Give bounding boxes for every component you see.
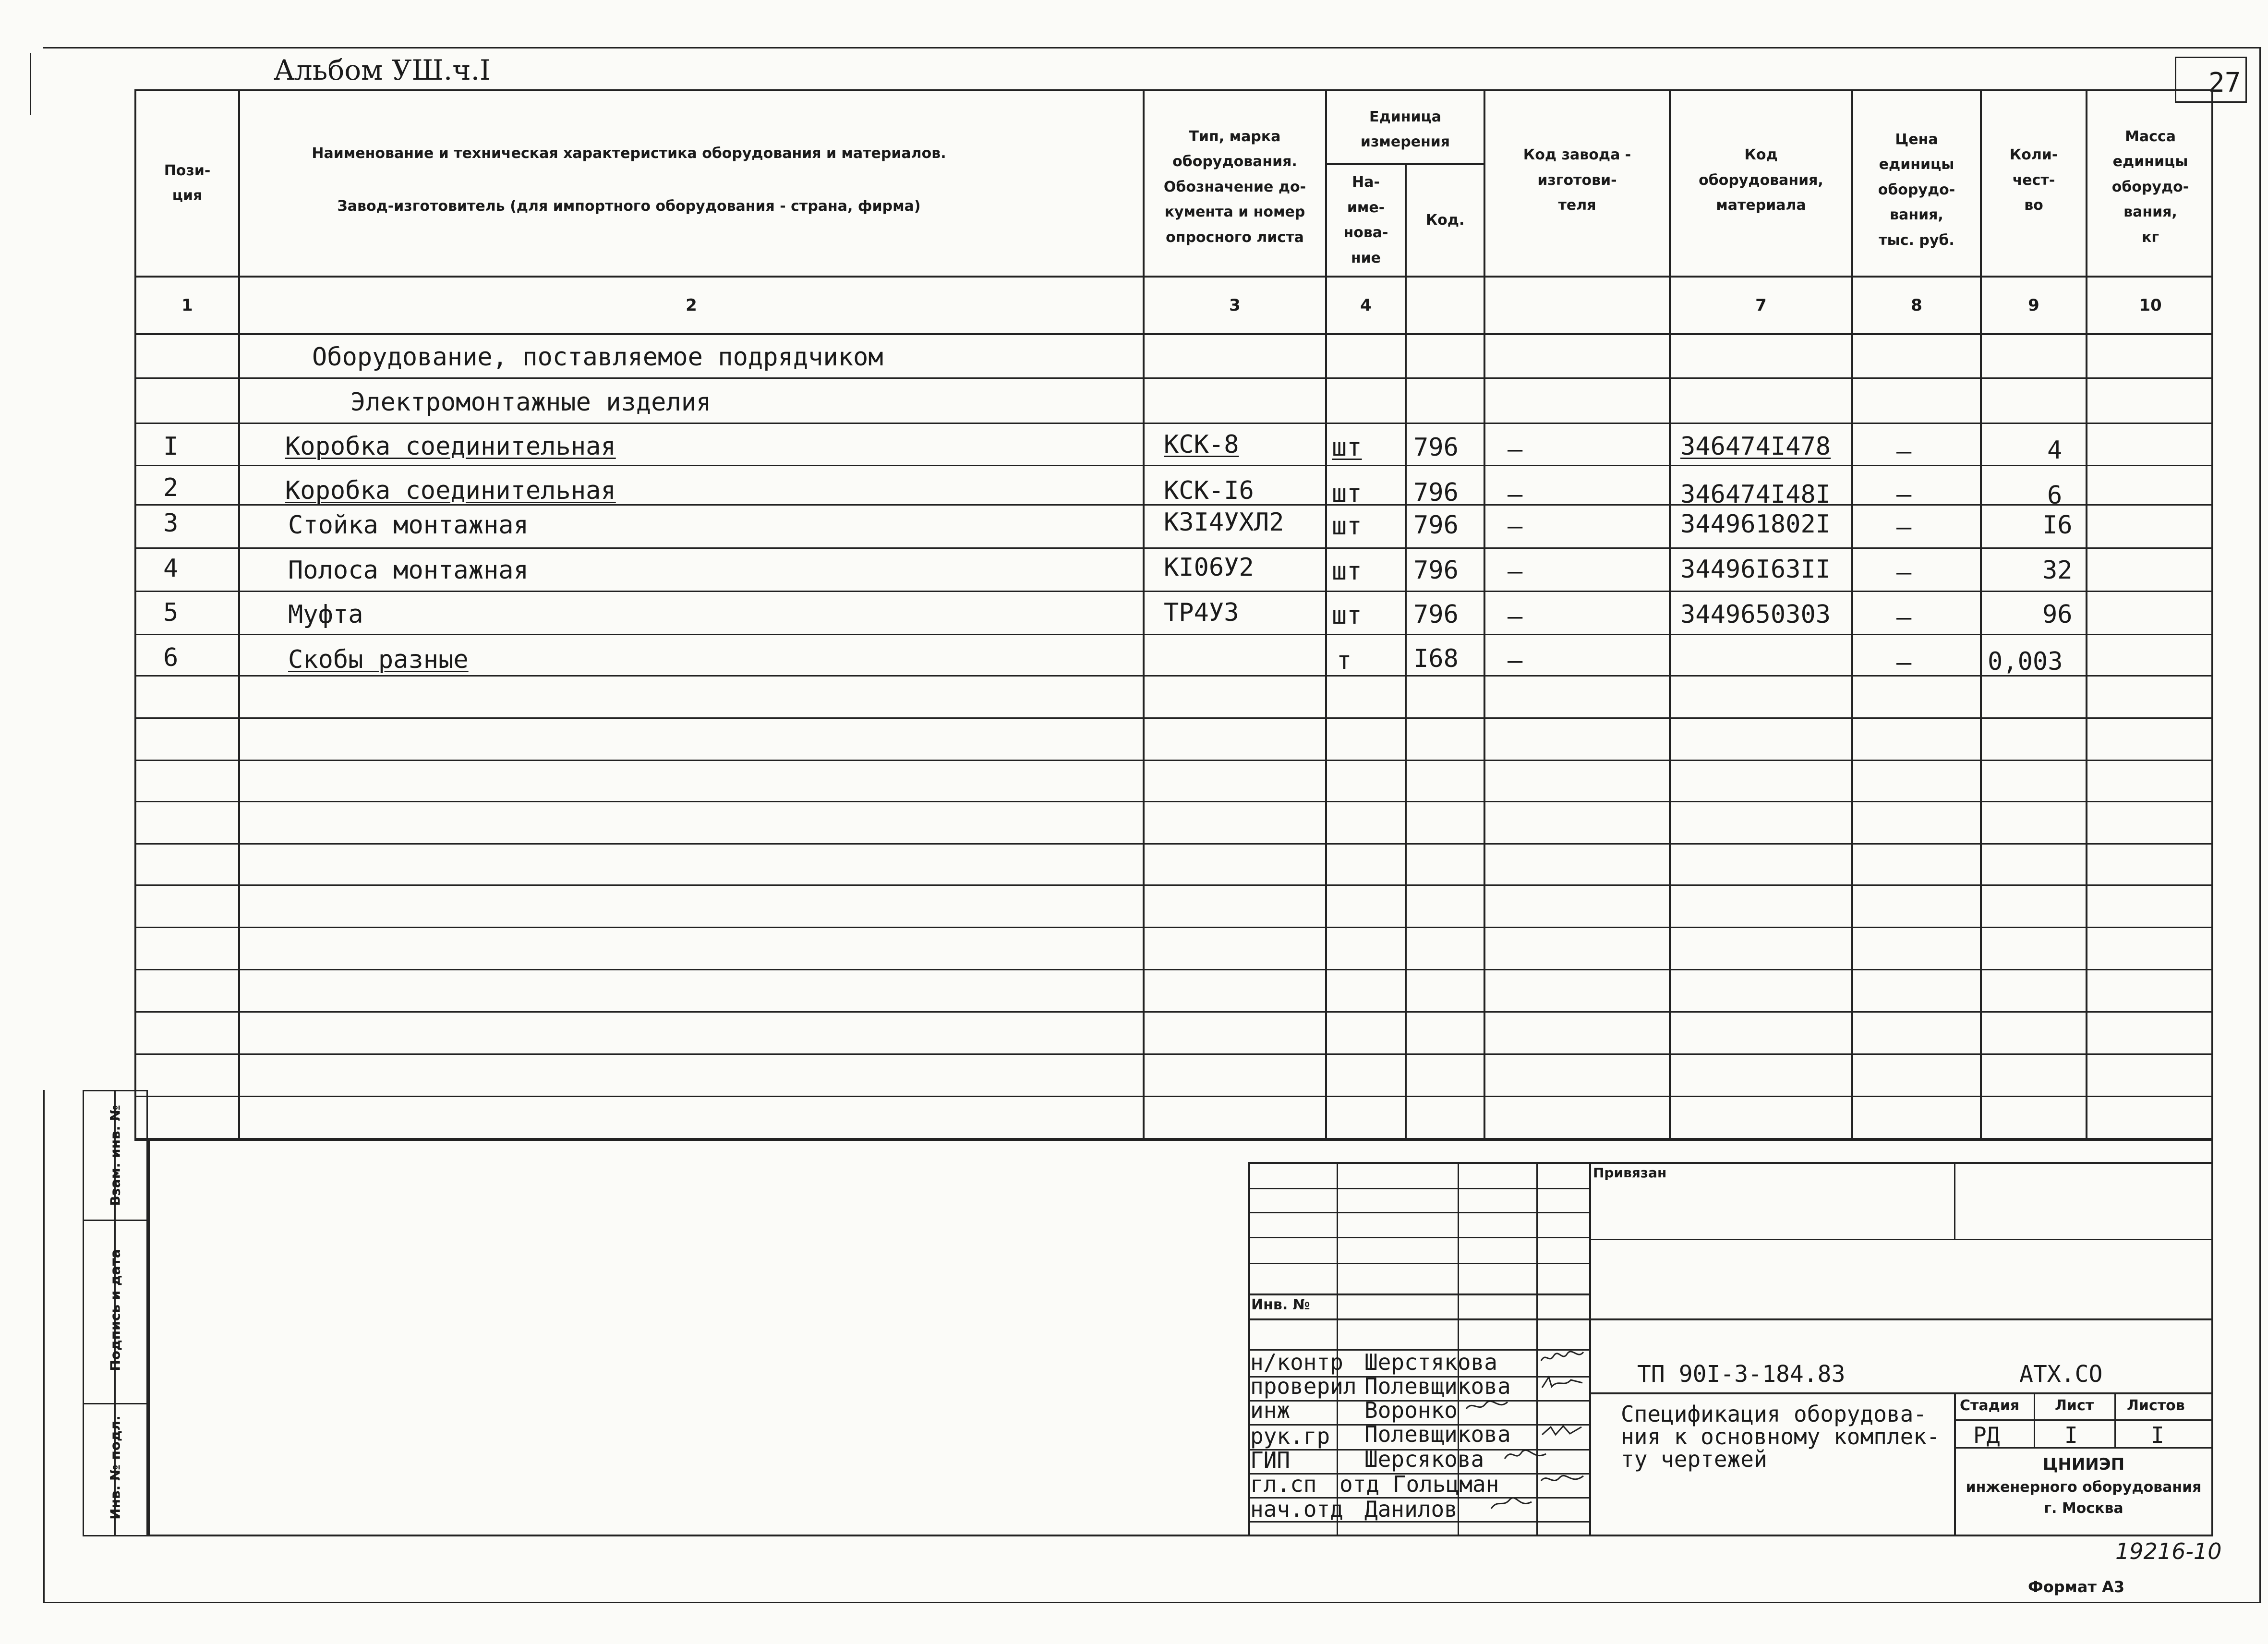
row-unit: т	[1337, 646, 1352, 675]
row-unit: шт	[1332, 433, 1362, 462]
tb-role: н/контр	[1250, 1349, 1343, 1375]
row-unit-code: I68	[1413, 644, 1459, 673]
row-line	[134, 547, 2213, 549]
row-equipment-code: 344961802I	[1680, 510, 1831, 539]
row-position: 6	[163, 643, 179, 672]
tb-stage: РД	[1973, 1422, 2000, 1448]
margin-tick	[30, 53, 31, 115]
tb-role: гл.сп	[1250, 1471, 1317, 1497]
col-num-3: 3	[1229, 296, 1241, 315]
col-num-10: 10	[2139, 296, 2162, 315]
row-line	[134, 801, 2213, 802]
tb-row	[1248, 1318, 1589, 1320]
row-quantity: 6	[2047, 481, 2063, 510]
row-factory-code: –	[1508, 480, 1523, 509]
tb-right-col	[2114, 1392, 2116, 1447]
row-factory-code: –	[1508, 646, 1523, 675]
row-line	[134, 969, 2213, 970]
tb-stage-label: Стадия	[1960, 1397, 2020, 1414]
row-position: 4	[163, 554, 179, 583]
row-type: КI06У2	[1164, 553, 1254, 582]
row-quantity: 0,003	[1988, 647, 2063, 676]
side-stamp-inv-orig: Инв. № подл.	[107, 1415, 123, 1520]
tb-row	[1248, 1188, 1589, 1189]
row-line	[134, 1053, 2213, 1055]
tb-signatory: Данилов	[1364, 1496, 1458, 1522]
col-num-5	[1407, 278, 1484, 333]
row-line	[134, 1138, 2213, 1139]
outer-frame-left	[43, 1090, 45, 1603]
tb-sheet: I	[2064, 1422, 2078, 1448]
row-unit-code: 796	[1413, 511, 1459, 540]
row-name: Полоса монтажная	[288, 556, 529, 585]
tb-row	[1248, 1263, 1589, 1264]
row-position: 5	[163, 598, 179, 627]
row-line	[134, 927, 2213, 928]
col-num-9: 9	[2028, 296, 2039, 315]
tb-role: ГИП	[1250, 1447, 1291, 1473]
row-line	[134, 377, 2213, 379]
header-type: Тип, марка оборудования. Обозначение до- кумента и номер опросного листа	[1163, 128, 1306, 246]
row-position: 2	[163, 473, 179, 502]
outer-frame-top	[43, 47, 2261, 48]
row-price: –	[1896, 513, 1912, 542]
tb-role: рук.гр	[1250, 1423, 1330, 1449]
tb-sheets-label: Листов	[2127, 1397, 2185, 1414]
tb-col-main	[1589, 1162, 1591, 1536]
row-factory-code: –	[1508, 557, 1523, 586]
side-stamp-sign-date: Подпись и дата	[107, 1249, 123, 1371]
row-equipment-code: 3449650303	[1680, 600, 1831, 629]
tb-sheet-code: АТХ.СО	[2019, 1361, 2103, 1388]
tb-signatory: Полевщикова	[1364, 1421, 1511, 1447]
row-name: Муфта	[288, 600, 363, 629]
tb-sheet-label: Лист	[2055, 1397, 2094, 1414]
row-factory-code: –	[1508, 435, 1523, 464]
row-name: Коробка соединительная	[285, 432, 616, 461]
row-name: Коробка соединительная	[285, 476, 616, 505]
row-type: КСК-8	[1164, 430, 1239, 459]
row-line	[134, 423, 2213, 424]
row-line	[134, 634, 2213, 635]
tb-right-col	[2034, 1392, 2035, 1447]
row-price: –	[1896, 480, 1912, 509]
row-line	[134, 884, 2213, 886]
outer-frame-bottom	[43, 1602, 2261, 1603]
row-position: 3	[163, 509, 179, 538]
row-type: КСК-I6	[1164, 476, 1254, 505]
signature-scribble	[1464, 1398, 1510, 1414]
row-factory-code: –	[1508, 512, 1523, 541]
header-unit-group: Единица измерения	[1360, 108, 1450, 150]
tb-right-row	[1589, 1318, 2213, 1320]
side-stamp-line	[83, 1220, 148, 1221]
row-factory-code: –	[1508, 602, 1523, 631]
row-unit-code: 796	[1413, 556, 1459, 585]
tb-row	[1248, 1237, 1589, 1238]
row-line	[134, 760, 2213, 761]
row-unit: шт	[1332, 479, 1362, 508]
signature-scribble	[1503, 1446, 1548, 1463]
header-name-line2: Завод-изготовитель (для импортного оборудования - страна, фирма)	[337, 197, 921, 215]
col-num-8: 8	[1911, 296, 1922, 315]
row-equipment-code: 34496I63II	[1680, 555, 1831, 584]
row-unit-code: 796	[1413, 600, 1459, 629]
row-line	[134, 1011, 2213, 1013]
album-label: Альбом УШ.ч.I	[274, 54, 491, 86]
row-quantity: I6	[2042, 511, 2073, 540]
tb-signatory: отд Гольцман	[1339, 1471, 1499, 1497]
row-price: –	[1896, 648, 1912, 677]
col-line-1	[238, 89, 240, 1141]
tb-role: инж	[1250, 1397, 1291, 1423]
tb-role: проверил	[1250, 1373, 1357, 1399]
row-unit-code: 796	[1413, 433, 1459, 462]
row-name: Скобы разные	[288, 645, 469, 674]
signature-scribble	[1488, 1495, 1534, 1511]
col-num-4: 4	[1360, 296, 1372, 315]
tb-org-name: ЦНИИЭП	[2042, 1455, 2125, 1474]
tb-inv-label: Инв. №	[1251, 1296, 1310, 1313]
tb-doc-title: Спецификация оборудова- ния к основному комплек- ту чертежей	[1621, 1401, 1940, 1472]
format-label: Формат А3	[2028, 1578, 2125, 1596]
row-name: Стойка монтажная	[288, 511, 529, 540]
row-position: I	[163, 432, 179, 461]
row-line	[134, 717, 2213, 719]
outer-frame-right	[2259, 47, 2261, 1603]
signature-scribble	[1539, 1422, 1585, 1438]
side-stamp-inv-no: Взам. инв. №	[107, 1105, 123, 1206]
col-num-7: 7	[1755, 296, 1767, 315]
row-line	[134, 843, 2213, 845]
tb-signatory: Шерсякова	[1364, 1446, 1484, 1472]
row-price: –	[1896, 437, 1912, 466]
page-number: 27	[2208, 67, 2241, 98]
tb-right-col	[1954, 1162, 1955, 1239]
header-unit-code: Код.	[1425, 211, 1465, 229]
signature-scribble	[1539, 1374, 1585, 1390]
row-quantity: 32	[2042, 556, 2073, 585]
tb-role: нач.отд	[1250, 1496, 1343, 1522]
row-equipment-code: 346474I478	[1680, 432, 1831, 461]
tb-right-row	[1589, 1392, 2213, 1394]
header-quantity: Коли- чест- во	[2009, 146, 2058, 214]
tb-signatory: Шерстякова	[1364, 1349, 1497, 1375]
signature-scribble	[1539, 1349, 1585, 1366]
tb-org-line3: г. Москва	[2044, 1500, 2123, 1517]
row-quantity: 4	[2047, 436, 2063, 465]
header-name-line1: Наименование и техническая характеристика оборудования и материалов.	[312, 145, 946, 162]
signature-scribble	[1539, 1471, 1585, 1487]
tb-bound-label: Привязан	[1593, 1165, 1667, 1181]
section-title: Оборудование, поставляемое подрядчиком	[312, 343, 883, 372]
header-position: Пози- ция	[164, 162, 211, 204]
tb-right-row	[1589, 1239, 2213, 1240]
row-line	[134, 591, 2213, 592]
tb-right-row	[1954, 1419, 2213, 1421]
subsection-title: Электромонтажные изделия	[350, 388, 712, 417]
header-equipment-code: Код оборудования, материала	[1699, 146, 1823, 214]
row-unit: шт	[1332, 601, 1362, 630]
tb-signatory: Полевщикова	[1364, 1373, 1511, 1399]
row-unit-code: 796	[1413, 478, 1459, 507]
number-row-bottom-line	[134, 333, 2213, 335]
sheet-left-line	[148, 1141, 150, 1536]
tb-signatory: Воронко	[1364, 1397, 1458, 1423]
tb-doc-code: ТП 90I-3-184.83	[1637, 1361, 1846, 1388]
header-mass: Масса единицы оборудо- вания, кг	[2111, 128, 2189, 246]
row-line	[134, 1096, 2213, 1097]
header-factory-code: Код завода - изготови- теля	[1523, 146, 1631, 214]
col-num-2: 2	[686, 296, 697, 315]
row-price: –	[1896, 603, 1912, 632]
header-unit-name: На- име- нова- ние	[1343, 174, 1388, 266]
header-price: Цена единицы оборудо- вания, тыс. руб.	[1878, 131, 1955, 249]
row-unit: шт	[1332, 557, 1362, 586]
row-type: К3I4УХЛ2	[1164, 508, 1284, 537]
row-equipment-code: 346474I48I	[1680, 480, 1831, 509]
col-num-6	[1485, 278, 1669, 333]
tb-sheets: I	[2151, 1422, 2164, 1448]
row-unit: шт	[1332, 512, 1362, 541]
row-type: ТР4У3	[1164, 598, 1239, 627]
tb-org-line2: инженерного оборудования	[1966, 1479, 2202, 1496]
row-price: –	[1896, 558, 1912, 587]
tb-row	[1248, 1212, 1589, 1213]
tb-row	[1248, 1293, 1589, 1295]
col-num-1: 1	[181, 296, 193, 315]
row-quantity: 96	[2042, 600, 2073, 629]
archive-number: 19216-10	[2115, 1538, 2222, 1564]
